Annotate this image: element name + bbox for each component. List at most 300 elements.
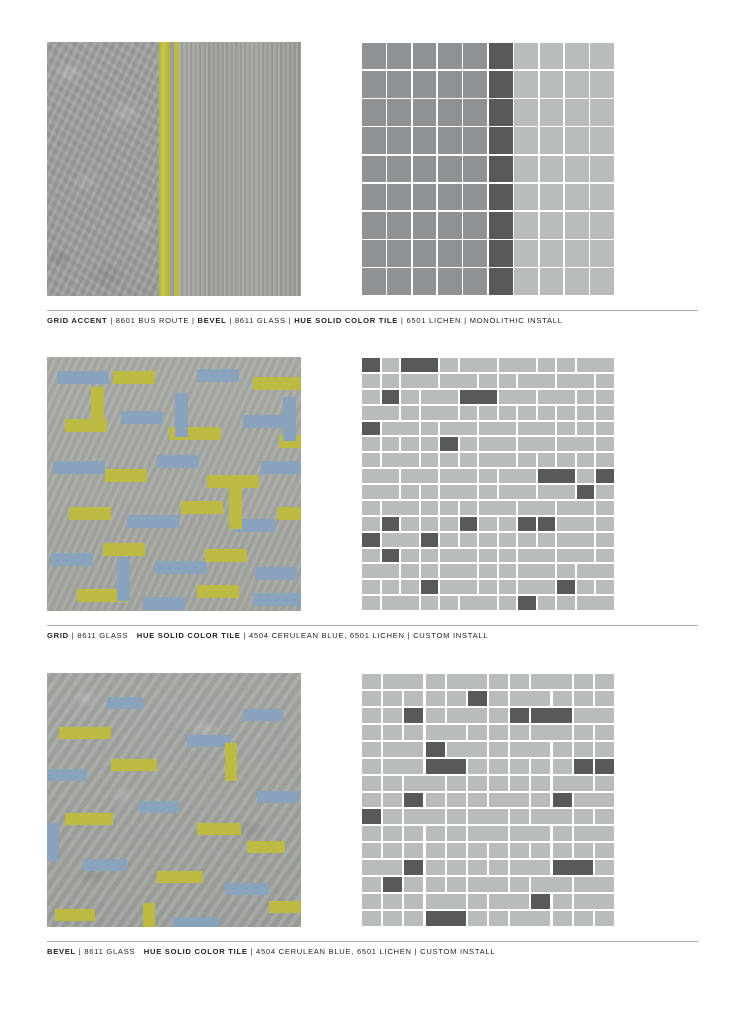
tile xyxy=(401,374,438,388)
caption-3-part-4: 4504 CERULEAN BLUE, 6501 LICHEN xyxy=(256,947,412,956)
tile xyxy=(426,860,445,875)
tile xyxy=(557,596,575,610)
tile xyxy=(387,156,411,183)
tile xyxy=(574,793,614,808)
swatch-row-3 xyxy=(47,673,698,956)
tile xyxy=(362,674,381,689)
tile xyxy=(479,422,516,436)
tile xyxy=(574,843,593,858)
accent-tile xyxy=(574,759,593,774)
grid-accent-bevel-glass-swatch xyxy=(47,42,301,296)
tile xyxy=(438,156,462,183)
tile xyxy=(499,580,517,594)
accent-tile xyxy=(421,580,439,594)
tile xyxy=(362,776,381,791)
tile xyxy=(362,406,399,420)
hue-solid-color-tile-monolithic-swatch xyxy=(361,42,615,296)
accent-bar xyxy=(113,371,155,384)
swatch-row-2 xyxy=(47,357,698,640)
tile xyxy=(440,596,458,610)
grid-glass-texture xyxy=(179,42,301,296)
accent-tile xyxy=(538,469,575,483)
tile xyxy=(362,708,381,723)
tile xyxy=(590,71,614,98)
tile xyxy=(447,877,466,892)
accent-bar xyxy=(205,549,247,562)
tile xyxy=(440,374,477,388)
tile xyxy=(499,517,517,531)
tile xyxy=(438,99,462,126)
tile xyxy=(565,268,589,295)
tile xyxy=(382,358,400,372)
tile xyxy=(383,826,402,841)
tile xyxy=(362,759,381,774)
tile xyxy=(421,596,439,610)
caption-1-part-5: HUE SOLID COLOR TILE xyxy=(294,316,399,325)
tile xyxy=(362,894,381,909)
tile xyxy=(440,485,477,499)
tile xyxy=(596,422,614,436)
tile xyxy=(426,877,445,892)
tile xyxy=(382,422,419,436)
accent-bar xyxy=(197,585,239,598)
tile xyxy=(489,156,513,183)
tile xyxy=(590,184,614,211)
tile xyxy=(574,708,614,723)
tile xyxy=(557,422,575,436)
tile xyxy=(577,453,595,467)
tile xyxy=(421,437,439,451)
tile xyxy=(387,43,411,70)
tile xyxy=(489,212,513,239)
tile xyxy=(514,99,538,126)
caption-2-sep-2: | xyxy=(243,631,247,640)
accent-bar-vertical xyxy=(229,485,242,529)
tile xyxy=(413,268,437,295)
tile xyxy=(565,127,589,154)
tile xyxy=(510,809,529,824)
accent-bar xyxy=(253,377,301,390)
tile xyxy=(596,374,614,388)
tile xyxy=(557,517,594,531)
caption-1-part-1: GRID ACCENT xyxy=(47,316,108,325)
tile xyxy=(468,843,487,858)
tile xyxy=(426,894,466,909)
accent-tile xyxy=(577,485,595,499)
tile xyxy=(538,533,556,547)
tile xyxy=(413,43,437,70)
tile xyxy=(531,776,550,791)
accent-tile xyxy=(557,580,575,594)
tile xyxy=(489,43,513,70)
tile xyxy=(538,485,575,499)
tile xyxy=(468,877,508,892)
bevel-glass-texture xyxy=(47,42,159,296)
tile xyxy=(382,437,400,451)
accent-bar xyxy=(157,455,199,468)
tile xyxy=(401,406,419,420)
tile xyxy=(574,691,593,706)
divider-rule-3 xyxy=(47,941,698,942)
tile xyxy=(595,809,614,824)
tile xyxy=(557,501,594,515)
tile xyxy=(489,725,508,740)
tile xyxy=(382,453,419,467)
tile xyxy=(574,742,593,757)
caption-3-sep-1: | xyxy=(78,947,82,956)
tile xyxy=(468,911,487,926)
tile xyxy=(514,156,538,183)
tile xyxy=(590,43,614,70)
accent-bar xyxy=(107,697,143,709)
tile xyxy=(383,911,402,926)
tile xyxy=(595,843,614,858)
accent-tile xyxy=(426,911,466,926)
tile xyxy=(540,184,564,211)
tile xyxy=(595,674,614,689)
swatch-row-3-images xyxy=(47,673,698,927)
tile xyxy=(590,240,614,267)
tile xyxy=(489,793,529,808)
tile xyxy=(499,485,536,499)
tile xyxy=(514,240,538,267)
accent-tile xyxy=(518,517,536,531)
tile xyxy=(531,759,550,774)
accent-tile xyxy=(404,793,423,808)
tile xyxy=(499,549,517,563)
tile xyxy=(489,240,513,267)
tile xyxy=(362,564,399,578)
tile xyxy=(596,485,614,499)
tile xyxy=(460,453,478,467)
tile xyxy=(404,725,423,740)
tile xyxy=(438,127,462,154)
tile xyxy=(404,826,423,841)
tile xyxy=(421,390,458,404)
tile xyxy=(426,843,445,858)
tile xyxy=(426,725,466,740)
accent-bar xyxy=(111,759,157,771)
accent-tile xyxy=(362,533,380,547)
tile xyxy=(447,691,466,706)
tile xyxy=(510,860,550,875)
accent-tile xyxy=(538,517,556,531)
tile xyxy=(382,374,400,388)
tile xyxy=(531,877,571,892)
tile xyxy=(362,860,402,875)
tile xyxy=(383,674,423,689)
tile xyxy=(590,99,614,126)
accent-tile xyxy=(421,533,439,547)
accent-tile xyxy=(362,422,380,436)
tile xyxy=(518,564,555,578)
tile xyxy=(463,156,487,183)
tile xyxy=(574,725,593,740)
tile xyxy=(510,911,550,926)
tile xyxy=(382,580,400,594)
tile xyxy=(440,564,477,578)
accent-bar xyxy=(139,801,179,813)
tile xyxy=(362,156,386,183)
caption-1-part-3: BEVEL xyxy=(197,316,227,325)
tile xyxy=(595,742,614,757)
tile xyxy=(553,691,572,706)
tile xyxy=(463,99,487,126)
accent-bar-vertical xyxy=(283,397,296,441)
divider-rule-1 xyxy=(47,310,698,311)
tile xyxy=(514,184,538,211)
tile xyxy=(362,596,380,610)
tile xyxy=(460,501,478,515)
tile xyxy=(362,742,381,757)
tile xyxy=(440,469,477,483)
caption-3-part-2: 8611 GLASS xyxy=(84,947,136,956)
tile xyxy=(426,793,445,808)
tile xyxy=(574,809,593,824)
accent-tile xyxy=(362,358,380,372)
tile xyxy=(489,742,508,757)
tile xyxy=(596,390,614,404)
tile xyxy=(440,453,458,467)
caption-2-sep-3: | xyxy=(407,631,411,640)
tile xyxy=(438,43,462,70)
tile xyxy=(413,71,437,98)
tile xyxy=(590,156,614,183)
tile-grid xyxy=(361,42,615,296)
tile xyxy=(553,759,572,774)
tile xyxy=(468,826,508,841)
tile xyxy=(489,691,508,706)
tile xyxy=(421,564,439,578)
accent-tile xyxy=(382,517,400,531)
tile xyxy=(590,212,614,239)
tile xyxy=(362,453,380,467)
caption-3-sep-2: | xyxy=(250,947,254,956)
accent-tile xyxy=(595,759,614,774)
caption-1-sep-3: | xyxy=(229,316,233,325)
bevel-glass-swatch xyxy=(47,673,301,927)
caption-1-part-6: 6501 LICHEN xyxy=(406,316,462,325)
tile xyxy=(463,268,487,295)
tile xyxy=(362,843,381,858)
tile xyxy=(382,596,419,610)
accent-bar-vertical xyxy=(91,387,104,431)
tile xyxy=(468,759,487,774)
tile xyxy=(468,725,487,740)
tile xyxy=(557,549,594,563)
tile xyxy=(404,691,423,706)
tile xyxy=(510,759,529,774)
hue-solid-color-tile-custom-swatch-2 xyxy=(361,673,615,927)
tile xyxy=(362,374,380,388)
caption-row-2 xyxy=(47,631,698,641)
tile xyxy=(590,127,614,154)
tile xyxy=(595,725,614,740)
tile xyxy=(413,127,437,154)
caption-3-part-5: CUSTOM INSTALL xyxy=(420,947,496,956)
tile xyxy=(463,240,487,267)
tile xyxy=(468,776,487,791)
tile xyxy=(557,437,594,451)
tile xyxy=(463,43,487,70)
tile xyxy=(499,469,536,483)
tile xyxy=(404,877,423,892)
tile xyxy=(468,894,487,909)
tile xyxy=(362,127,386,154)
tile xyxy=(383,776,402,791)
tile xyxy=(574,877,614,892)
accent-bar xyxy=(261,461,301,474)
tile xyxy=(468,809,508,824)
tile xyxy=(447,860,466,875)
tile xyxy=(447,793,466,808)
swatch-row-1 xyxy=(47,42,698,325)
accent-bar xyxy=(47,769,87,781)
divider-rule-2 xyxy=(47,625,698,626)
tile xyxy=(362,43,386,70)
tile xyxy=(383,742,423,757)
tile xyxy=(440,549,477,563)
tile xyxy=(460,533,478,547)
tile xyxy=(596,453,614,467)
tile xyxy=(426,826,445,841)
tile xyxy=(596,517,614,531)
tile xyxy=(463,184,487,211)
tile xyxy=(383,809,402,824)
tile xyxy=(557,374,594,388)
tile xyxy=(479,501,516,515)
tile xyxy=(440,517,458,531)
tile xyxy=(463,127,487,154)
tile xyxy=(577,580,595,594)
tile xyxy=(577,469,595,483)
tile xyxy=(479,374,497,388)
tile xyxy=(489,674,508,689)
tile xyxy=(553,826,572,841)
caption-2-sep-1: | xyxy=(71,631,75,640)
tile xyxy=(447,843,466,858)
tile xyxy=(489,184,513,211)
tile xyxy=(362,580,380,594)
tile xyxy=(540,127,564,154)
accent-bar xyxy=(197,823,241,835)
tile xyxy=(553,894,572,909)
tile xyxy=(362,99,386,126)
tile xyxy=(362,469,399,483)
tile xyxy=(499,390,536,404)
tile xyxy=(499,533,517,547)
tile xyxy=(387,99,411,126)
tile xyxy=(489,99,513,126)
accent-tile xyxy=(553,793,572,808)
accent-tile xyxy=(531,708,571,723)
accent-tile xyxy=(426,742,445,757)
tile xyxy=(362,826,381,841)
accent-bar xyxy=(253,593,301,606)
tile xyxy=(362,877,381,892)
tile xyxy=(499,564,517,578)
accent-bar xyxy=(269,901,301,913)
tile xyxy=(460,406,478,420)
accent-tile xyxy=(596,469,614,483)
accent-bar xyxy=(157,871,203,883)
caption-row-1 xyxy=(47,316,698,326)
tile xyxy=(413,99,437,126)
tile xyxy=(387,240,411,267)
caption-2-part-3: HUE SOLID COLOR TILE xyxy=(136,631,241,640)
tile xyxy=(565,71,589,98)
tile xyxy=(362,184,386,211)
tile xyxy=(479,517,497,531)
tile xyxy=(596,533,614,547)
tile xyxy=(510,674,529,689)
caption-1-sep-1: | xyxy=(110,316,113,325)
accent-bar xyxy=(155,561,207,574)
accent-tile xyxy=(460,517,478,531)
tile xyxy=(362,501,380,515)
tile xyxy=(538,596,556,610)
tile xyxy=(538,358,556,372)
tile xyxy=(577,390,595,404)
tile xyxy=(468,860,487,875)
tile xyxy=(518,453,536,467)
accent-bar xyxy=(51,553,93,566)
tile xyxy=(421,406,458,420)
tile xyxy=(438,71,462,98)
accent-tile xyxy=(382,549,400,563)
tile xyxy=(531,809,571,824)
tile xyxy=(479,580,497,594)
tile xyxy=(540,156,564,183)
tile xyxy=(362,911,381,926)
accent-bar-layer xyxy=(47,673,301,927)
tile xyxy=(489,776,508,791)
tile xyxy=(362,517,380,531)
tile xyxy=(596,580,614,594)
tile xyxy=(514,43,538,70)
tile xyxy=(362,549,380,563)
grid-glass-swatch xyxy=(47,357,301,611)
tile xyxy=(499,374,517,388)
tile xyxy=(413,184,437,211)
accent-bar xyxy=(127,515,179,528)
tile xyxy=(447,826,466,841)
tile-grid xyxy=(361,357,615,611)
accent-bar xyxy=(57,371,109,384)
accent-bar xyxy=(121,411,163,424)
accent-tile xyxy=(468,691,487,706)
tile xyxy=(468,793,487,808)
accent-bar xyxy=(173,917,219,927)
tile xyxy=(538,390,575,404)
tile xyxy=(499,406,517,420)
accent-tile xyxy=(531,894,550,909)
tile xyxy=(362,725,381,740)
tile xyxy=(479,549,497,563)
tile xyxy=(514,268,538,295)
accent-tile xyxy=(401,358,438,372)
tile xyxy=(540,43,564,70)
tile xyxy=(426,691,445,706)
tile xyxy=(401,437,419,451)
tile xyxy=(518,406,536,420)
tile xyxy=(574,674,593,689)
tile xyxy=(447,708,487,723)
accent-bar xyxy=(225,883,269,895)
tile xyxy=(538,453,556,467)
tile xyxy=(518,437,555,451)
tile xyxy=(362,268,386,295)
